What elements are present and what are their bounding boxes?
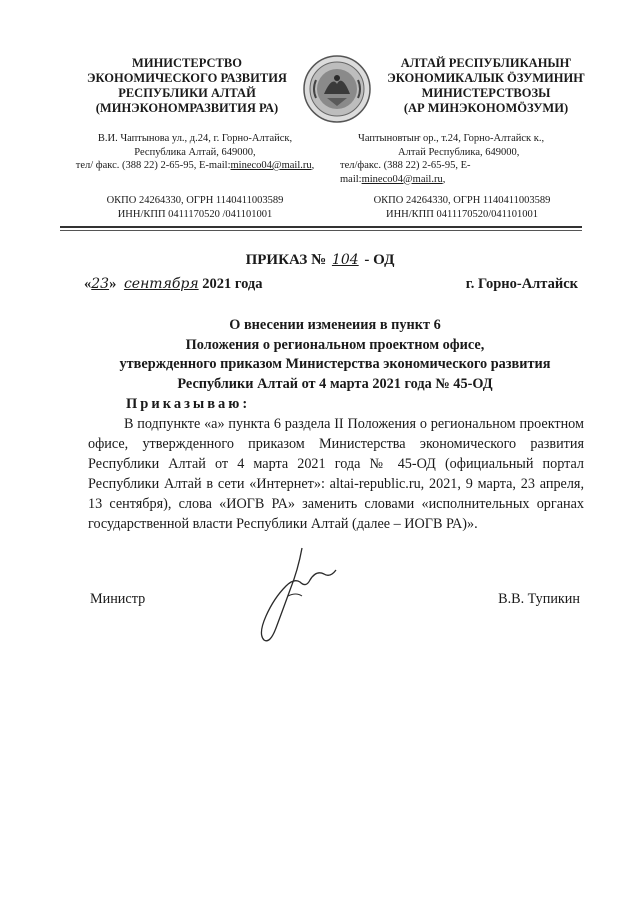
address-line: В.И. Чаптынова ул., д.24, г. Горно-Алтайск, [97,133,293,144]
header-divider [60,226,582,228]
order-title [0,252,640,269]
order-city: г. Горно-Алтайск [465,276,578,292]
code-line: ОКПО 24264330, ОГРН 1140411003589 [373,195,551,206]
org-name-right [366,56,606,116]
code-line: ИНН/КПП 0411170520 /041101001 [117,208,273,220]
order-directive-word: Приказываю: [126,396,251,412]
org-line: (МИНЭКОНОМРАЗВИТИЯ РА) [95,101,279,115]
body-paragraph: В подпункте «а» пункта 6 раздела II Положения о региональном проектном офисе, утвержденного приказом Министерства экономического развития Республики Алтай от 4 марта 2021 года № 45-ОД (официальный портал Республики Алтай в сети «Интернет»: altai-republic.ru, 2021, 9 марта, 23 апреля, 13 сентября), слова «ИОГВ РА» заменить словами «исполнительных органах государственной власти Республики Алтай (далее – ИОГВ РА)». [88,416,584,532]
contact-line: тел/ факс. (388 22) 2-65-95, E-mail:mineco04@mail.ru, [75,160,315,171]
codes-left [70,194,320,221]
header-divider-thin [60,230,582,231]
order-date: «23» сентября 2021 года [84,276,263,292]
order-year: 2021 года [202,276,263,292]
codes-right [342,194,582,221]
coat-of-arms-icon [302,54,372,124]
order-number: 104 [331,252,359,268]
org-line: ЭКОНОМИЧЕСКОГО РАЗВИТИЯ [87,71,287,85]
signatory-title: Министр [90,591,146,607]
order-month: сентября [123,276,199,292]
signature-icon [240,540,340,650]
org-line: МИНИСТЕРСТВОЗЫ [421,86,551,100]
address-line: Алтай Республика, 649000, [398,146,520,158]
org-line: АЛТАЙ РЕСПУБЛИКАНЫҤ [400,56,572,70]
order-subject [60,316,610,394]
code-line: ИНН/КПП 0411170520/041101001 [386,208,538,220]
subject-line: Республики Алтай от 4 марта 2021 года № 45-ОД [177,375,493,392]
subject-line: утвержденного приказом Министерства экономического развития [119,356,551,372]
address-line: Республика Алтай, 649000, [134,146,256,158]
order-body [88,414,584,534]
order-day: 23 [91,276,110,292]
email-link[interactable]: mineco04@mail.ru [230,160,312,171]
email-link[interactable]: mineco04@mail.ru [361,173,443,185]
address-left [70,132,320,173]
phone-text: тел/ факс. (388 22) 2-65-95, E-mail: [75,160,231,171]
order-title-prefix: ПРИКАЗ № [245,252,327,268]
code-line: ОКПО 24264330, ОГРН 1140411003589 [106,195,284,206]
org-line: (АР МИНЭКОНОМÖЗУМИ) [403,101,569,115]
subject-line: Положения о региональном проектном офисе, [185,336,485,353]
contact-line: тел/факс. (388 22) 2-65-95, E- [340,160,471,171]
order-title-suffix: - ОД [364,252,395,268]
address-line: Чаптыновтыҥ ор., т.24, Горно-Алтайск к., [358,133,545,144]
org-line: ЭКОНОМИКАЛЫК ÖЗУМИНИҤ [387,71,585,85]
org-line: МИНИСТЕРСТВО [132,56,242,70]
address-right [336,132,576,186]
email-line: mail:mineco04@mail.ru, [340,173,446,185]
org-name-left [72,56,302,116]
subject-line: О внесении изменеиия в пункт 6 [229,317,441,333]
org-line: РЕСПУБЛИКИ АЛТАЙ [118,86,256,100]
signatory-name: В.В. Тупикин [498,591,580,607]
